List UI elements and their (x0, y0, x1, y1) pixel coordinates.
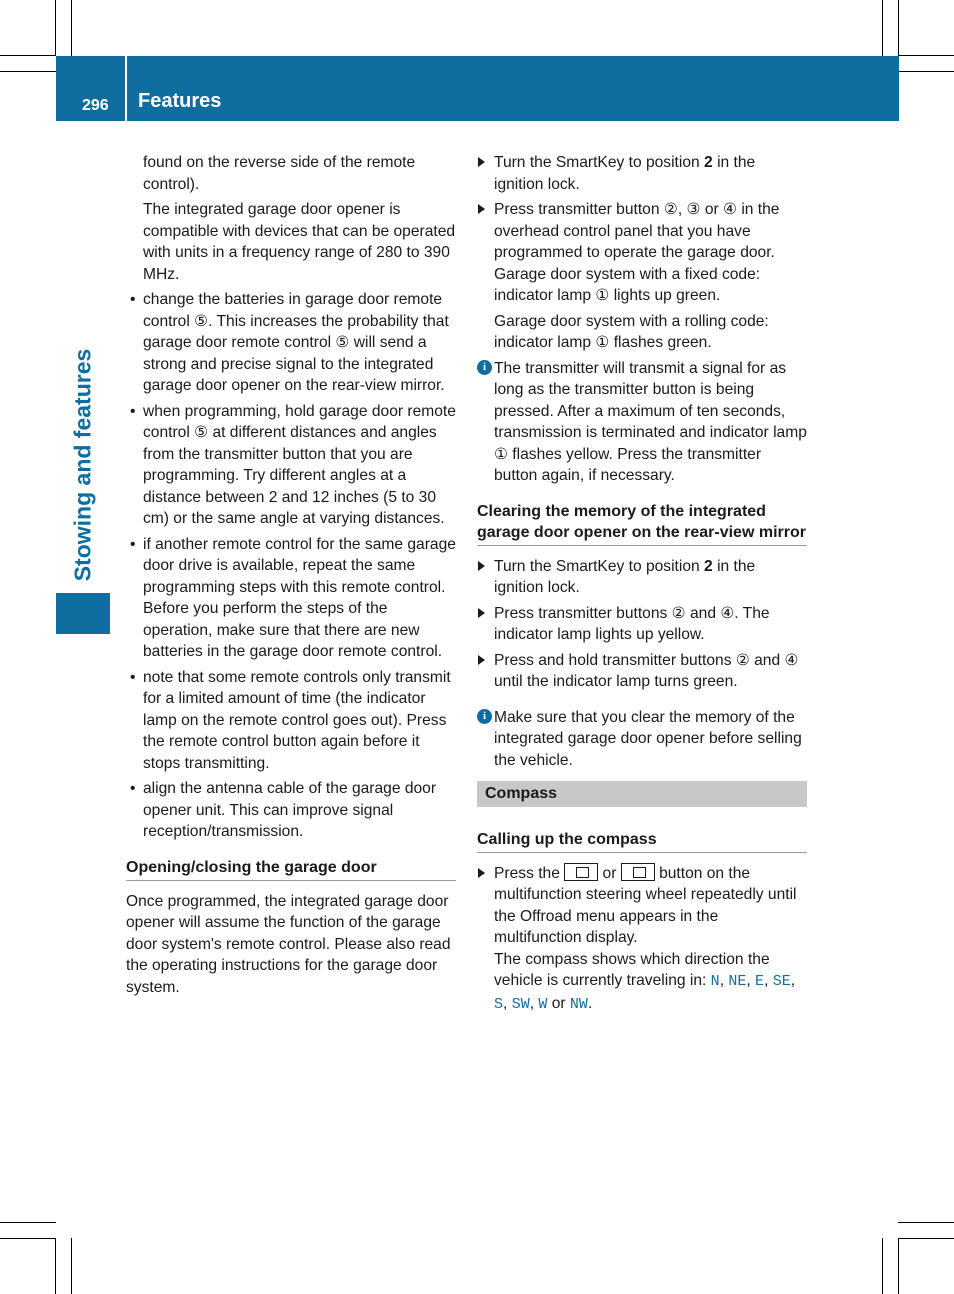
bullet-text: change the batteries in garage door remote control ⑤. This increases the probability that garage door remote control ⑤ will send a strong and precise signal to the integrated garage door opener on the rear-view mirror. (143, 291, 449, 394)
bullet-icon: • (130, 668, 136, 686)
crop-mark (882, 1238, 883, 1294)
compass-direction: N (710, 973, 720, 990)
info-text: Make sure that you clear the memory of the integrated garage door opener before selling the vehicle. (494, 708, 802, 769)
header-divider (125, 56, 127, 121)
bullet-item (126, 534, 456, 663)
crop-mark (71, 1238, 72, 1294)
bullet-icon: • (130, 535, 136, 553)
crop-mark (898, 0, 899, 56)
bullet-item (126, 778, 456, 843)
bullet-text: note that some remote controls only transmit for a limited amount of time (the indicator lamp on the remote control goes out). Press the remote control button again before it stops transmitting. (143, 668, 451, 772)
compass-direction: S (494, 995, 504, 1013)
info-note (477, 358, 807, 487)
compass-section-bar: Compass (477, 781, 807, 807)
crop-mark (882, 0, 883, 56)
bullet-text: if another remote control for the same garage door drive is available, repeat the same programming steps with this remote control. Before you perform the steps of the operation, make sure that there are new batteries in the garage door remote control. (143, 535, 456, 660)
info-text: The transmitter will transmit a signal for as long as the transmitter button is being pressed. After a maximum of ten seconds, transmission is terminated and indicator lamp ① flashes yellow. Press the transmitter button again, if necessary. (494, 359, 807, 484)
crop-mark (0, 71, 56, 72)
compass-direction: W (538, 995, 548, 1013)
heading-clearing-memory: Clearing the memory of the integrated garage door opener on the rear-view mirror (477, 501, 807, 546)
left-column (126, 152, 456, 1002)
step-item: Turn the SmartKey to position 2 in the ignition lock. (477, 152, 807, 195)
step-text: Press and hold transmitter buttons ② and ④ until the indicator lamp turns green. (494, 651, 799, 690)
crop-mark (0, 1222, 56, 1223)
crop-mark (0, 55, 56, 56)
crop-mark (898, 1222, 954, 1223)
compass-direction: SE (772, 973, 791, 990)
menu-back-button-icon (564, 863, 598, 881)
bullet-item (126, 401, 456, 530)
bullet-icon: • (130, 291, 136, 308)
step-item (477, 199, 807, 307)
step-arrow-icon (478, 655, 485, 665)
heading-calling-compass: Calling up the compass (477, 829, 807, 853)
step-item (477, 650, 807, 693)
bullet-text: when programming, hold garage door remote control ⑤ at different distances and angles from the transmitter button that you are programming. Try different angles at a distance between 2 and 12 inches (5 to 30 cm) or the same angle at varying distances. (143, 402, 456, 527)
info-icon: i (477, 360, 492, 375)
step-arrow-icon (478, 608, 485, 618)
compass-direction: NE (728, 973, 747, 990)
compass-direction: NW (569, 995, 588, 1013)
bullet-icon: • (130, 402, 136, 420)
step-text: Press transmitter button ②, ③ or ④ in the overhead control panel that you have programmed to operate the garage door. Garage door system with a fixed code: indicator lamp ① lights up green. (494, 201, 780, 304)
bullet-icon: • (130, 780, 136, 797)
step-item: Press the or button on the multifunction steering wheel repeatedly until the Offroad menu appears in the multifunction display. The compass shows which direction the vehicle is currently traveling in: N, NE, E, SE, S, SW, W or NW. (477, 863, 807, 1016)
bullet-item (126, 667, 456, 775)
compass-direction: E (755, 973, 765, 990)
crop-mark (55, 0, 56, 56)
section-title: Features (138, 90, 222, 112)
crop-mark (0, 1238, 56, 1239)
paragraph: Once programmed, the integrated garage door opener will assume the function of the garage door system's remote control. Please also read the operating instructions for the garage door system. (126, 892, 451, 996)
compass-direction: SW (511, 995, 530, 1013)
right-column (477, 152, 807, 1019)
step-arrow-icon (478, 204, 485, 214)
crop-mark (898, 71, 954, 72)
info-note (477, 707, 807, 772)
crop-mark (898, 55, 954, 56)
bullet-item (126, 289, 456, 397)
paragraph: found on the reverse side of the remote control). (143, 154, 416, 193)
chapter-tab-marker (56, 593, 110, 634)
step-arrow-icon (478, 561, 485, 571)
paragraph: Garage door system with a rolling code: indicator lamp ① flashes green. (494, 312, 769, 351)
step-item: Turn the SmartKey to position 2 in the ignition lock. (477, 556, 807, 599)
step-item (477, 603, 807, 646)
heading-opening-closing: Opening/closing the garage door (126, 857, 456, 881)
step-text: Press transmitter buttons ② and ④. The indicator lamp lights up yellow. (494, 604, 770, 643)
step-arrow-icon (478, 868, 485, 878)
bullet-text: align the antenna cable of the garage door opener unit. This can improve signal reception/transmission. (143, 780, 437, 840)
menu-forward-button-icon (621, 863, 655, 881)
chapter-tab-label: Stowing and features (69, 348, 96, 582)
crop-mark (55, 1238, 56, 1294)
paragraph: The integrated garage door opener is compatible with devices that can be operated with units in a frequency range of 280 to 390 MHz. (143, 201, 456, 283)
crop-mark (898, 1238, 899, 1294)
page-number: 296 (82, 97, 109, 114)
crop-mark (71, 0, 72, 56)
crop-mark (898, 1238, 954, 1239)
step-arrow-icon (478, 157, 485, 167)
info-icon: i (477, 709, 492, 724)
